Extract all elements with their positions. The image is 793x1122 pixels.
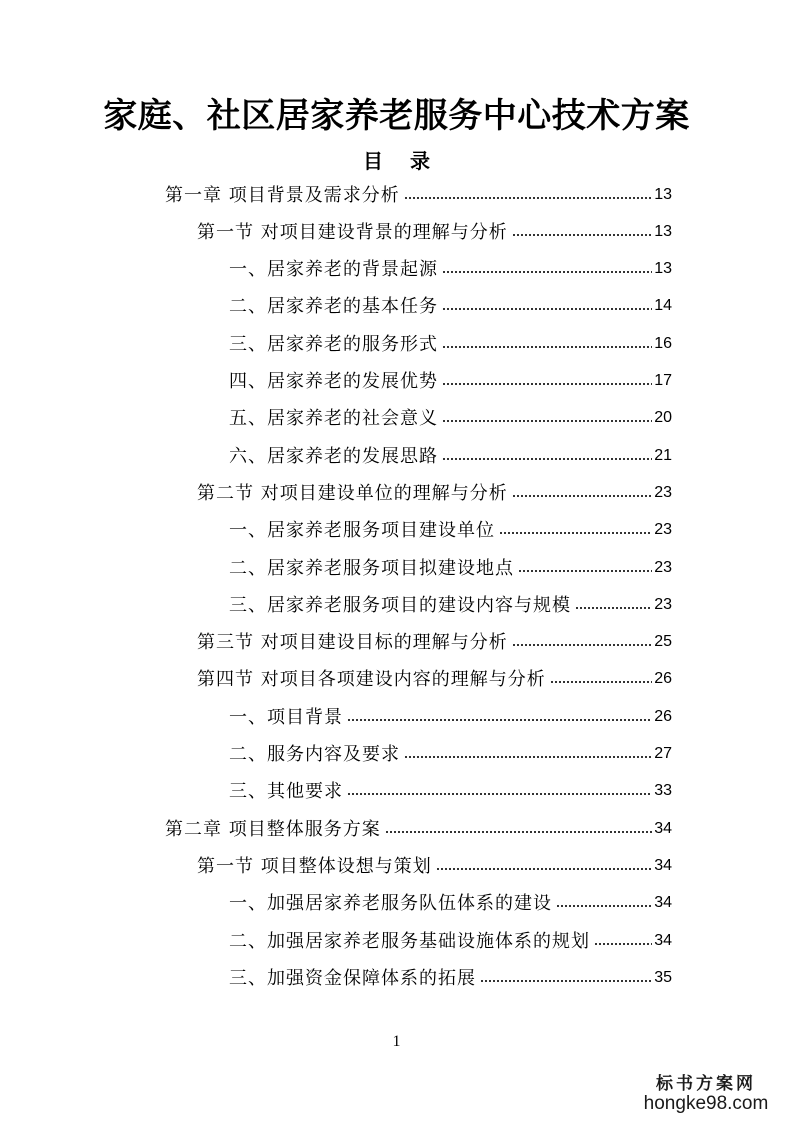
toc-entry-page-number: 33 [654,782,672,800]
toc-dot-leader [575,607,652,609]
toc-dot-leader [442,271,652,273]
toc-entry[interactable] [229,735,672,772]
toc-dot-leader [550,681,652,683]
toc-entry[interactable] [197,846,672,883]
toc-entry-label: 一、居家养老的背景起源 [229,259,438,281]
toc-entry-label: 第四节 对项目各项建设内容的理解与分析 [197,669,546,691]
toc-dot-leader [480,980,652,982]
toc-entry-page-number: 34 [654,931,672,949]
toc-dot-leader [512,495,652,497]
toc-entry-label: 一、加强居家养老服务队伍体系的建设 [229,893,552,915]
toc-entry[interactable] [229,250,672,287]
toc-dot-leader [518,570,652,572]
site-watermark [631,1069,781,1114]
toc-entry[interactable] [229,511,672,548]
toc-dot-leader [404,197,652,199]
toc-dot-leader [512,644,652,646]
toc-entry-label: 第二章 项目整体服务方案 [165,818,381,840]
toc-entry-label: 二、居家养老服务项目拟建设地点 [229,557,514,579]
toc-entry-label: 三、居家养老服务项目的建设内容与规模 [229,594,571,616]
toc-entry-label: 二、居家养老的基本任务 [229,296,438,318]
toc-entry-page-number: 26 [654,670,672,688]
toc-dot-leader [442,308,652,310]
toc-entry-page-number: 23 [654,521,672,539]
toc-dot-leader [347,793,652,795]
toc-entry-page-number: 27 [654,745,672,762]
toc-entry[interactable] [197,212,672,249]
toc-entry-label: 第一节 项目整体设想与策划 [197,855,432,877]
watermark-url-text: hongke98.com [643,1093,769,1114]
toc-entry-label: 第三节 对项目建设目标的理解与分析 [197,632,508,654]
page-number: 1 [392,1033,401,1050]
toc-entry-label: 第一节 对项目建设背景的理解与分析 [197,221,508,243]
toc-entry-page-number: 35 [654,968,672,986]
toc-entry-label: 一、居家养老服务项目建设单位 [229,520,495,542]
toc-entry-page-number: 14 [654,297,672,315]
toc-entry-label: 一、项目背景 [229,706,343,728]
toc-entry-page-number: 23 [654,595,672,613]
toc-entry-page-number: 17 [654,372,672,389]
toc-entry[interactable] [229,958,672,995]
toc-dot-leader [442,420,652,422]
toc-entry-page-number: 23 [654,483,672,501]
toc-dot-leader [442,346,652,348]
toc-entry-page-number: 34 [654,856,672,874]
toc-entry-label: 三、加强资金保障体系的拓展 [229,967,476,989]
toc-entry[interactable] [229,324,672,361]
toc-entry-page-number: 23 [654,558,672,576]
document-title: 家庭、社区居家养老服务中心技术方案 [103,96,690,136]
toc-dot-leader [347,719,652,721]
toc-entry-label: 三、居家养老的服务形式 [229,333,438,355]
toc-entry[interactable] [165,175,672,212]
toc-dot-leader [385,831,652,833]
toc-dot-leader [556,905,652,907]
toc-heading: 目 录 [363,149,440,173]
toc-dot-leader [594,943,652,945]
toc-dot-leader [404,756,652,758]
toc-entry-label: 四、居家养老的发展优势 [229,371,438,392]
toc-entry-page-number: 13 [654,185,672,203]
toc-entry[interactable] [229,399,672,436]
toc-entry[interactable] [229,436,672,473]
toc-dot-leader [499,532,652,534]
toc-entry[interactable] [229,287,672,324]
toc-entry-label: 五、居家养老的社会意义 [229,408,438,430]
toc-entry[interactable] [229,884,672,921]
toc-entry-label: 三、其他要求 [229,781,343,803]
toc-entry-page-number: 34 [654,819,672,837]
toc-entry-page-number: 21 [654,446,672,464]
toc-dot-leader [436,868,652,870]
watermark-chinese-text: 标书方案网 [656,1074,756,1094]
toc-entry-label: 第一章 项目背景及需求分析 [165,184,400,206]
toc-entry-page-number: 20 [654,409,672,427]
toc-entry-page-number: 13 [654,260,672,278]
toc-dot-leader [442,458,652,460]
toc-dot-leader [442,383,652,385]
toc-entry-page-number: 26 [654,707,672,725]
toc-entry-label: 二、服务内容及要求 [229,744,400,765]
toc-entry[interactable] [229,362,672,399]
toc-entry-page-number: 13 [654,222,672,240]
toc-entry-page-number: 16 [654,334,672,352]
toc-entry[interactable] [229,772,672,809]
toc-dot-leader [512,234,652,236]
toc-entry[interactable] [229,921,672,958]
toc-entry[interactable] [229,697,672,734]
toc-entry-page-number: 34 [654,894,672,912]
toc-entry[interactable] [165,809,672,846]
toc-entry[interactable] [197,473,672,510]
toc-entry-label: 二、加强居家养老服务基础设施体系的规划 [229,930,590,952]
toc-entry-label: 六、居家养老的发展思路 [229,445,438,467]
toc-entry[interactable] [229,585,672,622]
toc-entry[interactable] [197,660,672,697]
toc-entry-label: 第二节 对项目建设单位的理解与分析 [197,482,508,504]
toc-entry[interactable] [229,548,672,585]
toc-entry[interactable] [197,623,672,660]
toc-entry-page-number: 25 [654,633,672,651]
